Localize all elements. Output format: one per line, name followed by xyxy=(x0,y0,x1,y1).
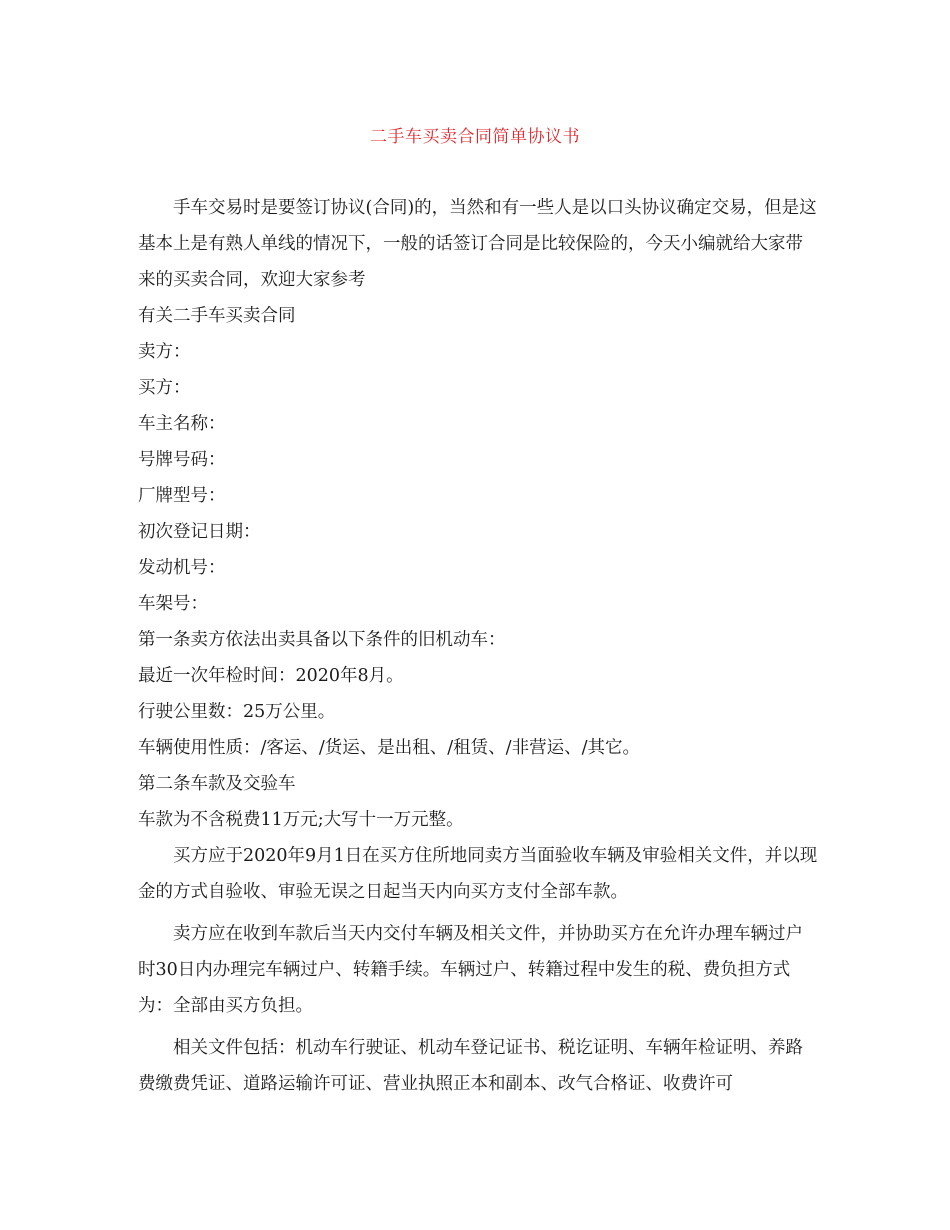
document-title: 二手车买卖合同简单协议书 xyxy=(370,127,580,147)
last-inspection: 最近一次年检时间：2020年8月。 xyxy=(138,666,404,686)
buyer-field: 买方： xyxy=(138,378,191,398)
first-registration-field: 初次登记日期： xyxy=(138,522,261,542)
delivery-clause: 卖方应在收到车款后当天内交付车辆及相关文件，并协助买方在允许办理车辆过户时30日内办理完车辆过户、转籍手续。车辆过户、转籍过程中发生的税、费负担方式为：全部由买方负担。 xyxy=(138,924,803,1016)
price-clause: 车款为不含税费11万元;大写十一万元整。 xyxy=(138,810,464,830)
document-body xyxy=(138,190,818,1102)
brand-model-field: 厂牌型号： xyxy=(138,486,226,506)
article-one: 第一条卖方依法出卖具备以下条件的旧机动车： xyxy=(138,630,506,650)
section-heading: 有关二手车买卖合同 xyxy=(138,306,296,326)
plate-number-field: 号牌号码： xyxy=(138,450,226,470)
inspection-clause: 买方应于2020年9月1日在买方住所地同卖方当面验收车辆及审验相关文件，并以现金的方式自验收、审验无误之日起当天内向买方支付全部车款。 xyxy=(138,846,818,902)
article-two: 第二条车款及交验车 xyxy=(138,774,296,794)
engine-number-field: 发动机号： xyxy=(138,558,226,578)
seller-field: 卖方： xyxy=(138,342,191,362)
mileage: 行驶公里数：25万公里。 xyxy=(138,702,336,722)
intro-paragraph: 手车交易时是要签订协议(合同)的，当然和有一些人是以口头协议确定交易，但是这基本上是有熟人单线的情况下，一般的话签订合同是比较保险的，今天小编就给大家带来的买卖合同，欢迎大家参考 xyxy=(138,198,817,290)
owner-name-field: 车主名称： xyxy=(138,414,226,434)
usage-type: 车辆使用性质：/客运、/货运、是出租、/租赁、/非营运、/其它。 xyxy=(138,738,640,758)
documents-clause: 相关文件包括：机动车行驶证、机动车登记证书、税讫证明、车辆年检证明、养路费缴费凭证、道路运输许可证、营业执照正本和副本、改气合格证、收费许可 xyxy=(138,1038,803,1094)
vin-field: 车架号： xyxy=(138,594,208,614)
